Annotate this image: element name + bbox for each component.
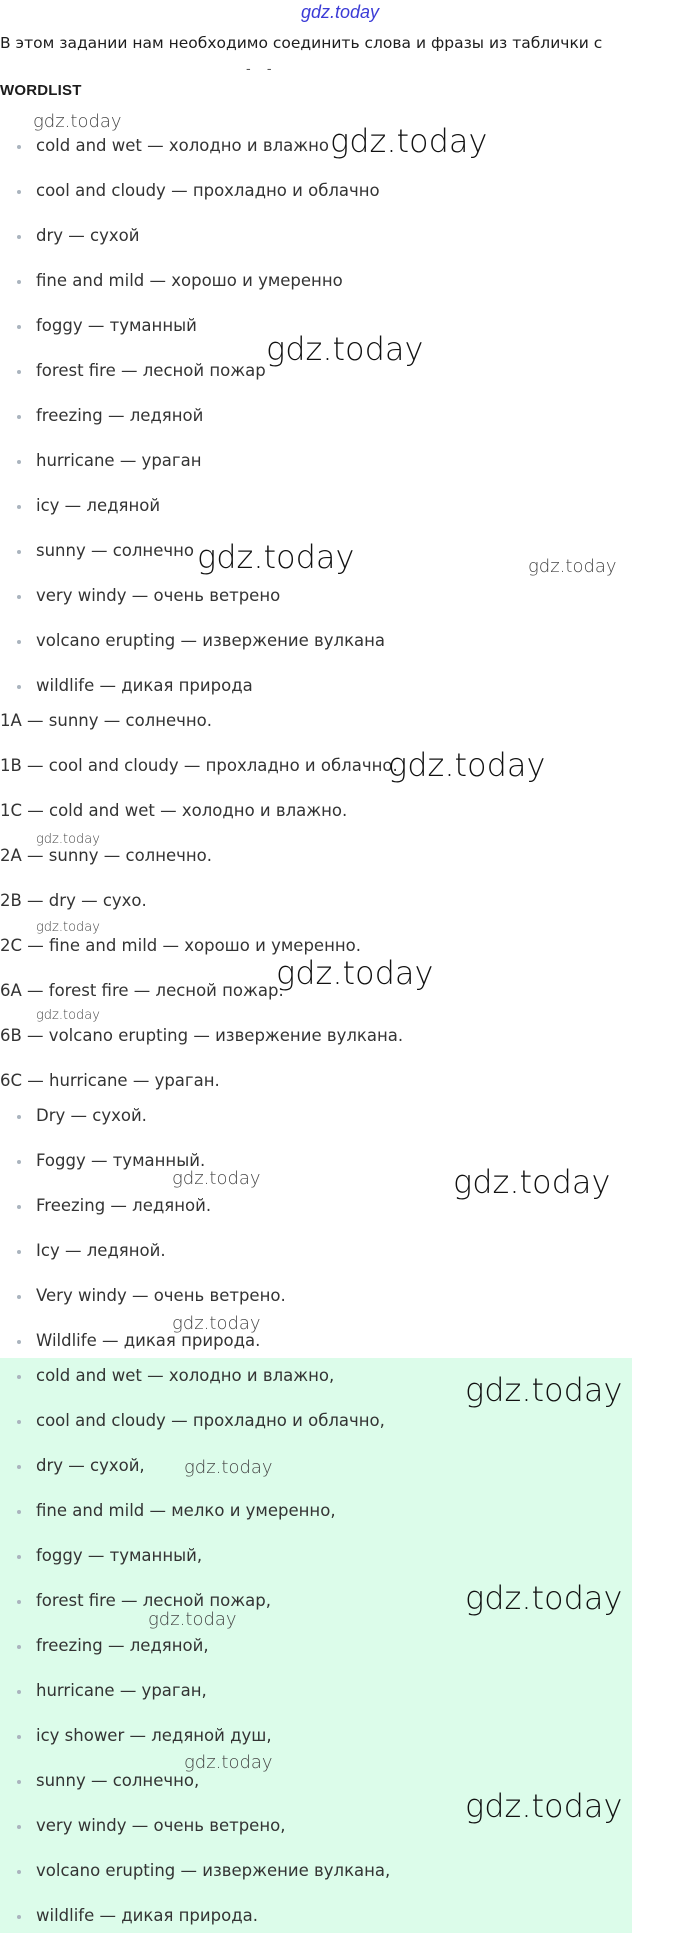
list-item: hurricane — ураган, [36, 1681, 207, 1700]
list-item: Wildlife — дикая природа. [36, 1331, 261, 1350]
watermark: gdz.today [453, 1163, 611, 1201]
watermark: gdz.today [388, 746, 546, 784]
list-item: cold and wet — холодно и влажно [36, 136, 329, 155]
answer-line: 6B — volcano erupting — извержение вулкана. [0, 1026, 404, 1045]
watermark: gdz.today [36, 1008, 100, 1023]
list-item: cool and cloudy — прохладно и облачно, [36, 1411, 385, 1430]
watermark: gdz.today [172, 1168, 261, 1189]
list-item: Foggy — туманный. [36, 1151, 206, 1170]
watermark: gdz.today [276, 954, 434, 992]
list-item: fine and mild — хорошо и умеренно [36, 271, 343, 290]
list-item: forest fire — лесной пожар, [36, 1591, 271, 1610]
intro-continuation-dots: - - [246, 62, 278, 77]
watermark: gdz.today [33, 111, 122, 132]
list-item: fine and mild — мелко и умеренно, [36, 1501, 336, 1520]
list-item: Icy — ледяной. [36, 1241, 166, 1260]
answer-line: 2A — sunny — солнечно. [0, 846, 213, 865]
list-item: cold and wet — холодно и влажно, [36, 1366, 335, 1385]
watermark: gdz.today [172, 1313, 261, 1334]
watermark: gdz.today [465, 1371, 623, 1409]
watermark: gdz.today [184, 1457, 273, 1478]
list-item: hurricane — ураган [36, 451, 202, 470]
watermark: gdz.today [184, 1752, 273, 1773]
list-item: sunny — солнечно [36, 541, 195, 560]
list-item: icy shower — ледяной душ, [36, 1726, 272, 1745]
answer-line: 6C — hurricane — ураган. [0, 1071, 220, 1090]
watermark: gdz.today [465, 1579, 623, 1617]
list-item: wildlife — дикая природа. [36, 1906, 258, 1925]
list-item: icy — ледяной [36, 496, 161, 515]
intro-text: В этом задании нам необходимо соединить слова и фразы из таблички с [0, 34, 603, 52]
list-item: volcano erupting — извержение вулкана, [36, 1861, 391, 1880]
answer-line: 1B — cool and cloudy — прохладно и облачно. [0, 756, 398, 775]
watermark: gdz.today [330, 122, 488, 160]
list-item: freezing — ледяной, [36, 1636, 209, 1655]
list-item: freezing — ледяной [36, 406, 204, 425]
list-item: Very windy — очень ветрено. [36, 1286, 286, 1305]
list-item: Freezing — ледяной. [36, 1196, 212, 1215]
list-item: very windy — очень ветрено [36, 586, 281, 605]
list-item: forest fire — лесной пожар [36, 361, 266, 380]
list-item: sunny — солнечно, [36, 1771, 200, 1790]
list-item: very windy — очень ветрено, [36, 1816, 286, 1835]
answer-line: 1C — cold and wet — холодно и влажно. [0, 801, 348, 820]
list-item: dry — сухой, [36, 1456, 145, 1475]
list-item: dry — сухой [36, 226, 140, 245]
list-item: foggy — туманный [36, 316, 197, 335]
list-item: Dry — сухой. [36, 1106, 147, 1125]
list-item: wildlife — дикая природа [36, 676, 253, 695]
watermark: gdz.today [36, 832, 100, 847]
answer-line: 2B — dry — сухо. [0, 891, 147, 910]
watermark: gdz.today [197, 538, 355, 576]
list-item: volcano erupting — извержение вулкана [36, 631, 386, 650]
watermark: gdz.today [465, 1787, 623, 1825]
answer-line: 2C — fine and mild — хорошо и умеренно. [0, 936, 361, 955]
list-item: cool and cloudy — прохладно и облачно [36, 181, 380, 200]
list-item: foggy — туманный, [36, 1546, 203, 1565]
site-logo[interactable]: gdz.today [300, 2, 380, 22]
wordlist-heading: WORDLIST [0, 82, 82, 99]
watermark: gdz.today [36, 920, 100, 935]
watermark: gdz.today [266, 330, 424, 368]
answer-line: 1A — sunny — солнечно. [0, 711, 213, 730]
answer-line: 6A — forest fire — лесной пожар. [0, 981, 284, 1000]
watermark: gdz.today [528, 556, 617, 577]
watermark: gdz.today [148, 1609, 237, 1630]
